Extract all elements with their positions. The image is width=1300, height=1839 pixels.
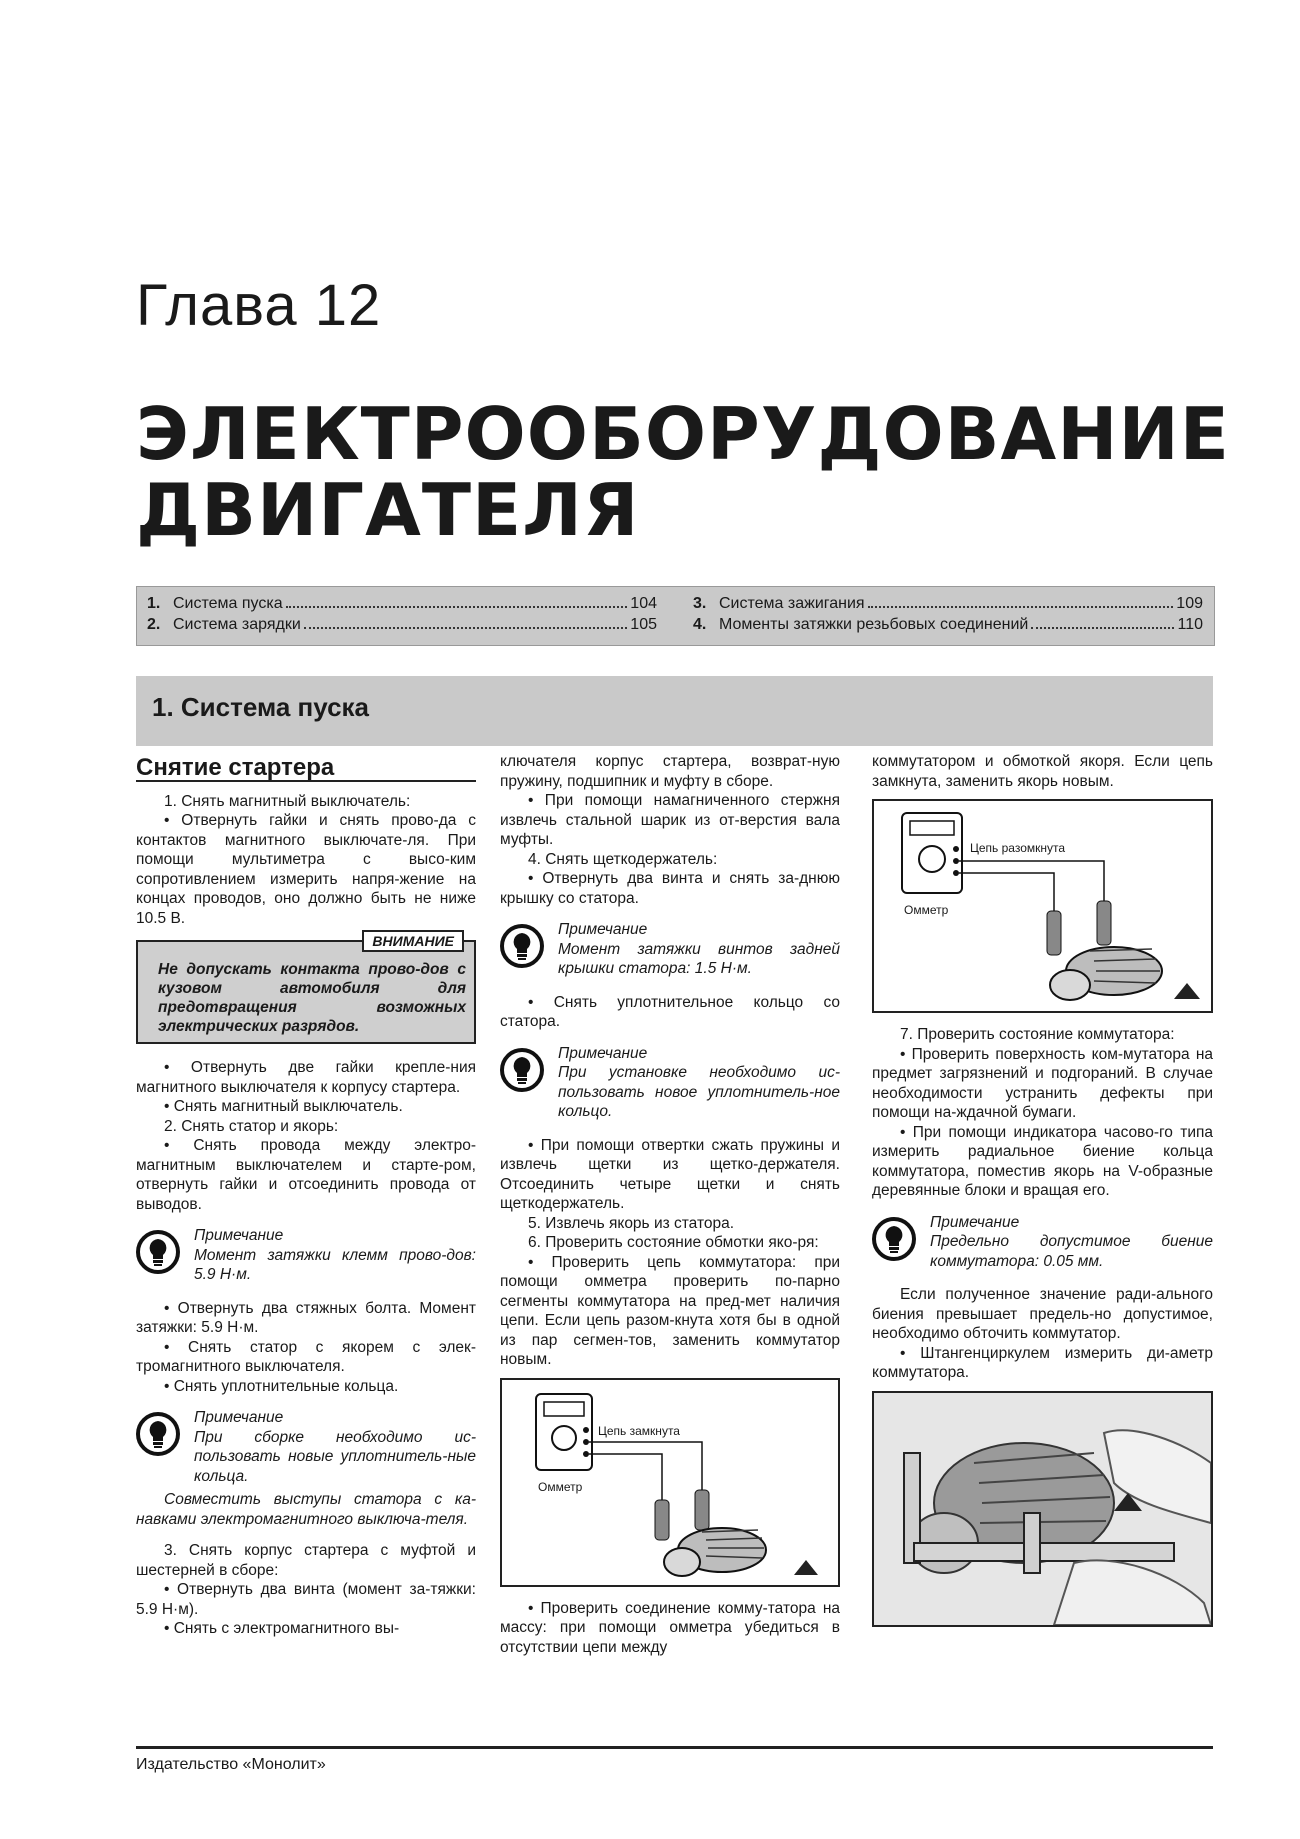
paragraph: • При помощи индикатора часово-го типа измерить радиальное биение кольца коммутатора, поместив якорь на V-образные деревянные блоки и вращая его. <box>872 1123 1213 1199</box>
text-column-1 <box>136 754 476 1639</box>
lightbulb-icon <box>500 1048 544 1092</box>
toc-dots <box>868 606 1174 608</box>
paragraph: • Проверить цепь коммутатора: при помощи омметра проверить по-парно сегменты коммутатора на пред-мет наличия цепи. Если цепь разом-кнута хотя бы в одной из пар сегмен-тов, заменить коммутатор новым. <box>500 1253 840 1368</box>
toc-item[interactable] <box>147 595 657 616</box>
lightbulb-icon <box>136 1230 180 1274</box>
paragraph: • Проверить поверхность ком-мутатора на предмет загрязнений и подгораний. В случае необходимости устранить дефекты при помощи на-ждачной бумаги. <box>872 1045 1213 1121</box>
paragraph: 2. Снять статор и якорь: <box>164 1117 339 1135</box>
note-box <box>500 1044 840 1122</box>
toc-item-page: 104 <box>630 595 657 612</box>
note-text: Совместить выступы статора с ка-навками электромагнитного выключа-теля. <box>136 1491 476 1528</box>
figure-label: Омметр <box>904 903 949 917</box>
toc-item-page: 109 <box>1176 595 1203 612</box>
warning-box <box>136 933 476 1044</box>
ohmmeter-figure-open <box>872 799 1213 1013</box>
paragraph: • При помощи отвертки сжать пружины и извлечь щетки из щетко-держателя. Отсоединить четыре щетки и снять щеткодержатель. <box>500 1136 840 1212</box>
paragraph: 4. Снять щеткодержатель: <box>528 850 718 868</box>
paragraph: 6. Проверить состояние обмотки яко-ря: <box>528 1234 819 1251</box>
publisher-footer: Издательство «Монолит» <box>136 1756 326 1773</box>
note-title: Примечание <box>194 1409 284 1426</box>
toc-item-number: 3. <box>693 595 707 612</box>
toc-dots <box>304 627 628 629</box>
note-text: Предельно допустимое биение коммутатора: 0.05 мм. <box>930 1233 1213 1270</box>
note-title: Примечание <box>194 1227 284 1244</box>
toc-left-column <box>147 595 657 637</box>
toc-item-label: Система пуска <box>173 595 283 612</box>
toc-item-page: 105 <box>630 616 657 633</box>
table-of-contents <box>136 586 1215 646</box>
toc-item-number: 1. <box>147 595 161 612</box>
chapter-title: ЭЛЕКТРООБОРУДОВАНИЕ ДВИГАТЕЛЯ <box>136 392 1230 552</box>
note-box <box>500 920 840 979</box>
toc-dots <box>286 606 628 608</box>
toc-item-label: Система зажигания <box>719 595 865 612</box>
paragraph: • Штангенциркулем измерить ди-аметр коммутатора. <box>872 1344 1213 1381</box>
paragraph: • Снять с электромагнитного вы- <box>164 1620 400 1637</box>
paragraph: • Снять статор с якорем с элек-тромагнитного выключателя. <box>136 1338 476 1375</box>
lightbulb-icon <box>136 1412 180 1456</box>
paragraph: • Проверить соединение комму-татора на массу: при помощи омметра убедиться в отсутствии цепи между <box>500 1599 840 1656</box>
paragraph: 1. Снять магнитный выключатель: <box>164 792 411 810</box>
lightbulb-icon <box>500 924 544 968</box>
note-title: Примечание <box>558 1044 648 1062</box>
paragraph: • Снять уплотнительные кольца. <box>164 1377 399 1395</box>
toc-item[interactable] <box>147 616 657 637</box>
paragraph: ключателя корпус стартера, возврат-ную пружину, подшипник и муфту в сборе. <box>500 753 840 790</box>
paragraph: 7. Проверить состояние коммутатора: <box>900 1026 1175 1043</box>
toc-item[interactable] <box>693 616 1203 637</box>
note-box <box>872 1213 1213 1272</box>
caliper-photo <box>874 1393 1211 1625</box>
paragraph: • Отвернуть два винта и снять за-днюю крышку со статора. <box>500 870 840 907</box>
ohmmeter-figure-closed <box>500 1378 840 1587</box>
toc-item-label: Моменты затяжки резьбовых соединений <box>719 616 1029 633</box>
caliper-figure <box>872 1391 1213 1627</box>
section-header <box>136 676 1213 746</box>
note-text: Момент затяжки клемм прово-дов: 5.9 Н·м. <box>194 1246 476 1283</box>
toc-item-number: 2. <box>147 616 161 633</box>
section-title: 1. Система пуска <box>152 692 370 722</box>
note-title: Примечание <box>930 1213 1020 1231</box>
paragraph: 3. Снять корпус стартера с муфтой и шестерней в сборе: <box>136 1542 476 1579</box>
paragraph: • Снять уплотнительное кольцо со статора. <box>500 993 840 1030</box>
warning-text: Не допускать контакта прово-дов с кузовом автомобиля для предотвращения возможных электрических разрядов. <box>158 961 466 1035</box>
paragraph: • Отвернуть две гайки крепле-ния магнитного выключателя к корпусу стартера. <box>136 1059 476 1096</box>
note-box <box>136 1408 476 1486</box>
text-column-3 <box>872 752 1213 1639</box>
paragraph: • Отвернуть два винта (момент за-тяжки: 5.9 Н·м). <box>136 1581 476 1618</box>
paragraph: • Снять магнитный выключатель. <box>164 1098 403 1115</box>
footer-rule <box>136 1746 1213 1749</box>
subheading: Снятие стартера <box>136 758 476 782</box>
note-text: При установке необходимо ис-пользовать новое уплотнитель-ное кольцо. <box>558 1064 840 1120</box>
toc-item-page: 110 <box>1177 616 1203 633</box>
lightbulb-icon <box>872 1217 916 1261</box>
toc-item-label: Система зарядки <box>173 616 301 633</box>
chapter-number: Глава 12 <box>136 273 382 338</box>
figure-label: Омметр <box>538 1479 583 1494</box>
paragraph: 5. Извлечь якорь из статора. <box>528 1214 735 1232</box>
figure-label: Цепь разомкнута <box>970 841 1066 855</box>
warning-tag: ВНИМАНИЕ <box>362 930 464 952</box>
figure-label: Цепь замкнута <box>598 1423 680 1438</box>
paragraph: • Снять провода между электро-магнитным выключателем и стартe-ром, отвернуть гайки и отсоединить провода от выводов. <box>136 1137 476 1213</box>
note-text: Момент затяжки винтов задней крышки статора: 1.5 Н·м. <box>558 940 840 977</box>
paragraph: • Отвернуть два стяжных болта. Момент затяжки: 5.9 Н·м. <box>136 1299 476 1336</box>
toc-dots <box>1031 627 1174 629</box>
note-box <box>136 1226 476 1285</box>
paragraph: • Отвернуть гайки и снять прово-да с контактов магнитного выключате-ля. При помощи мультиметра с высо-ким сопротивлением измерить напря-жение на концах проводов, оно должно быть не ниже 10.5 В. <box>136 812 476 927</box>
paragraph: Если полученное значение ради-ального биения превышает предель-но допустимое, необходимо обточить коммутатор. <box>872 1286 1213 1342</box>
text-column-2 <box>500 752 840 1657</box>
note-title: Примечание <box>558 921 648 938</box>
paragraph: • При помощи намагниченного стержня извлечь стальной шарик из от-верстия вала муфты. <box>500 792 840 848</box>
toc-item[interactable] <box>693 595 1203 616</box>
toc-right-column <box>693 595 1203 637</box>
toc-item-number: 4. <box>693 616 707 633</box>
note-text: При сборке необходимо ис-пользовать новые уплотнитель-ные кольца. <box>194 1428 476 1485</box>
paragraph: коммутатором и обмоткой якоря. Если цепь замкнута, заменить якорь новым. <box>872 753 1213 790</box>
